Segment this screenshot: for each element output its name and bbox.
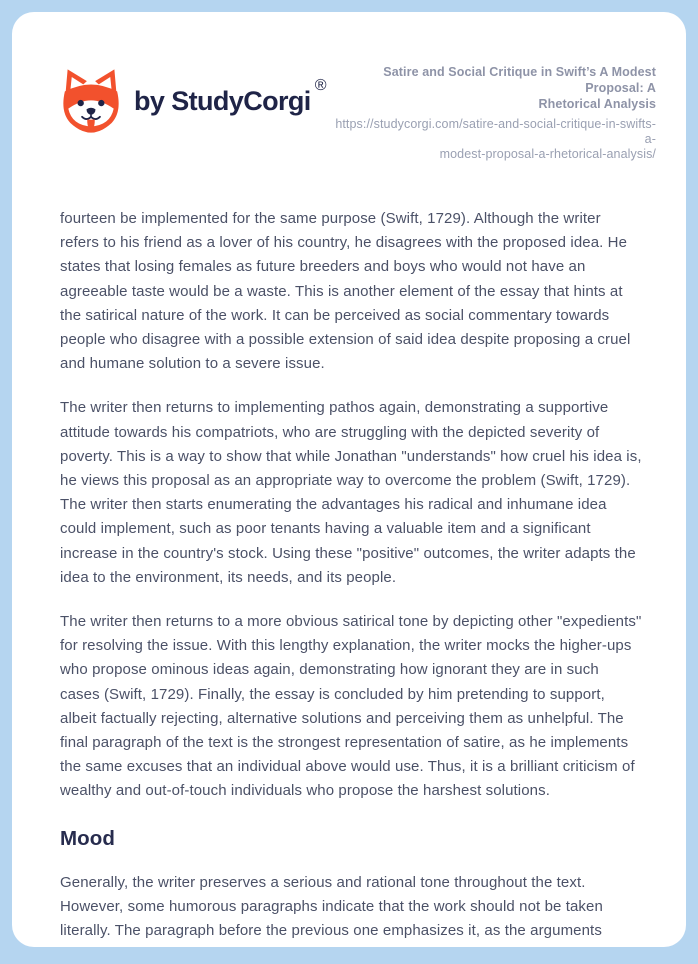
essay-paragraph-2: The writer then returns to implementing pathos again, demonstrating a supportive attitude towards his compatriots, who are struggling with the depicted severity of poverty. This is a way to show that while Jonathan "understands" how cruel his idea is, he views this proposal as an appropriate way to overcome the problem (Swift, 1729). The writer then starts enumerating the advantages his radical and inhumane idea could implement, such as poor tenants having a valuable item and a significant increase in the country's stock. Using these "positive" outcomes, the writer adapts the idea to the environment, its needs, and its people. [60,399,642,586]
brand [58,66,327,136]
document-title-line-2: Rhetorical Analysis [538,97,656,111]
essay-paragraph-4: Generally, the writer preserves a serious and rational tone throughout the text. However, some humorous paragraphs indicate that the work should not be taken literally. The paragraph before the previous one emphasizes it, as the arguments [60,873,603,940]
document-url-line-1: https://studycorgi.com/satire-and-social-critique-in-swifts-a- [335,117,656,146]
corgi-logo-icon [58,66,124,136]
document-url-link[interactable] [327,117,656,162]
essay-content [12,162,686,943]
document-url-line-2: modest-proposal-a-rhetorical-analysis/ [439,147,656,161]
essay-paragraph-3: The writer then returns to a more obvious satirical tone by depicting other "expedients" for resolving the issue. With this lengthy explanation, the writer mocks the higher-ups who propose ominous ideas again, demonstrating how ignorant they are in such cases (Swift, 1729). Finally, the essay is concluded by him pretending to support, albeit factually rejecting, alternative solutions and perceiving them as unhelpful. The final paragraph of the text is the strongest representation of satire, as he implements the same excuses that an individual above would use. Thus, it is a brilliant criticism of wealthy and out-of-touch individuals who propose the harshest solutions. [60,613,642,800]
document-title [327,64,656,112]
registered-trademark-icon: ® [314,77,327,94]
brand-name: by StudyCorgi [134,85,311,116]
essay-paragraph-1: fourteen be implemented for the same purpose (Swift, 1729). Although the writer refers to his friend as a lover of his country, he disagrees with the proposed idea. He states that losing females as future breeders and boys who would not have an agreeable taste would be a waste. This is another element of the essay that hints at the satirical nature of the work. It can be perceived as social commentary towards people who disagree with a possible extension of said idea despite proposing a cruel and humane solution to a severe issue. [60,210,631,373]
document-title-line-1: Satire and Social Critique in Swift’s A Modest Proposal: A [383,65,656,95]
section-heading-mood: Mood [60,826,116,850]
document-card [12,12,686,947]
document-header [12,12,686,162]
document-meta [327,64,656,162]
